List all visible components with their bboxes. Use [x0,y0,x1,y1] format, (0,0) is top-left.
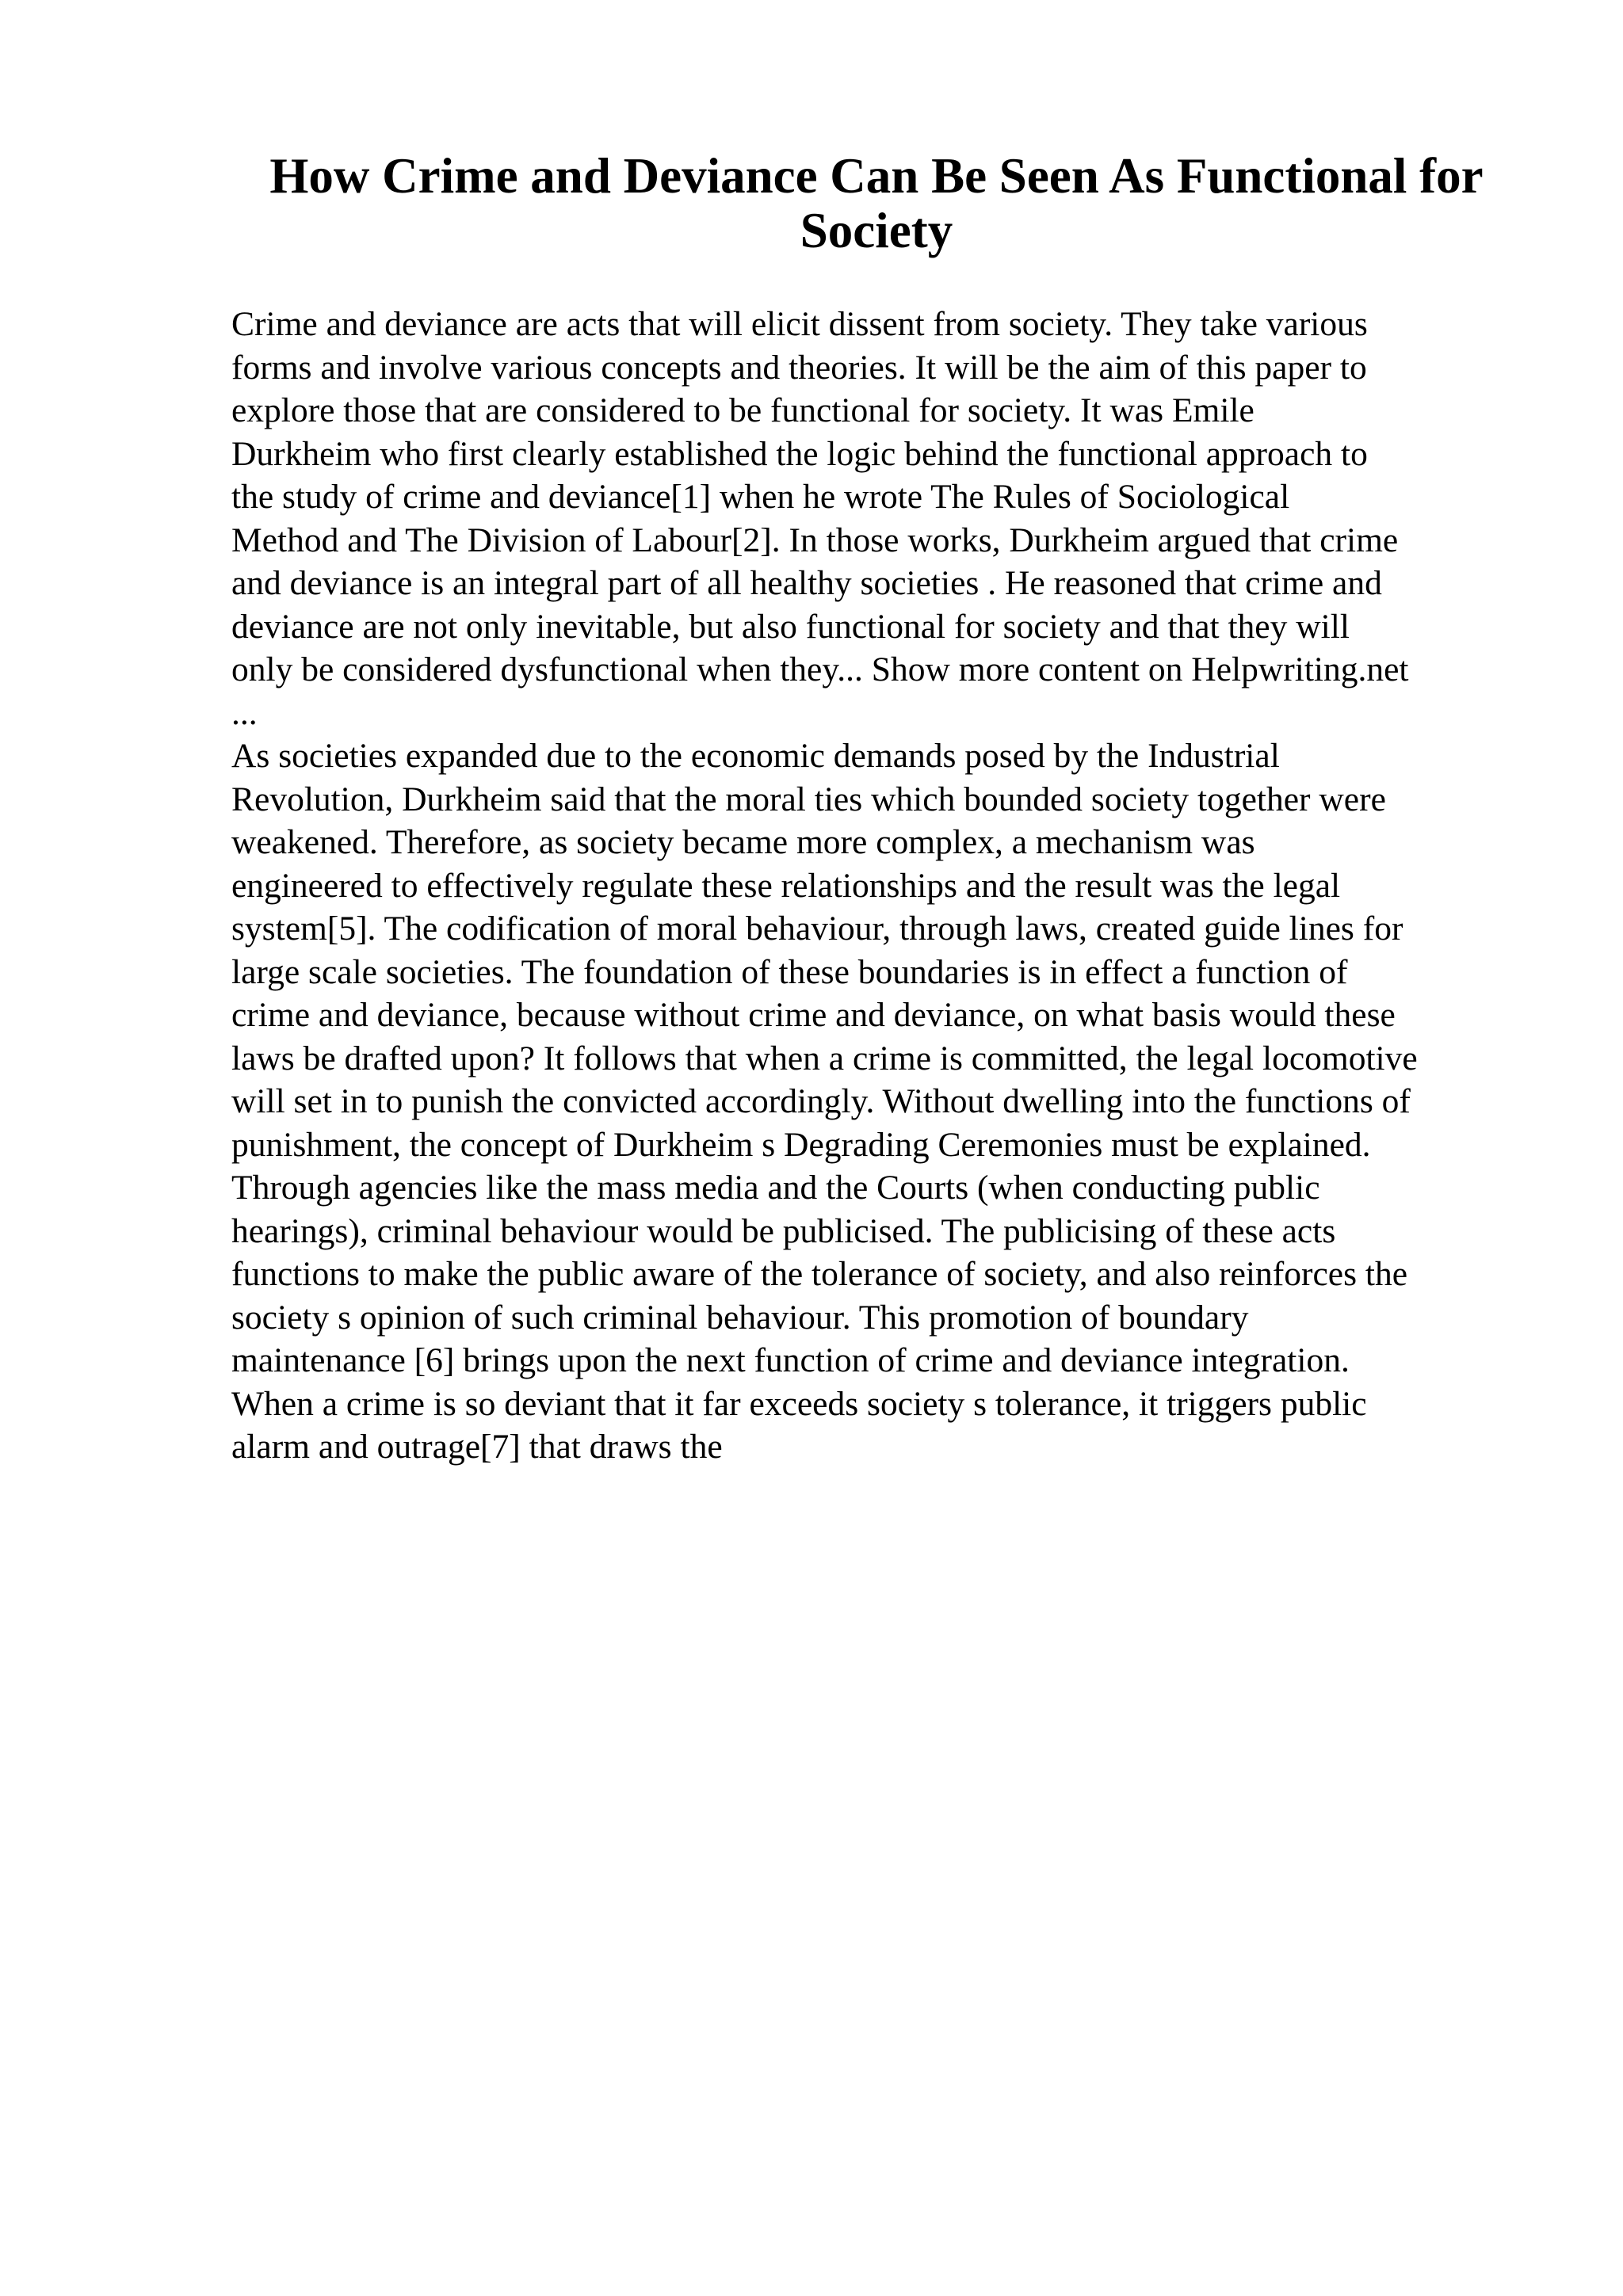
body-line: large scale societies. The foundation of these boundaries is in effect a function of [231,952,1348,991]
body-line: deviance are not only inevitable, but also functional for society and that they will [231,607,1350,646]
body-line: functions to make the public aware of the tolerance of society, and also reinforces the [231,1255,1408,1293]
body-line: maintenance [6] brings upon the next function of crime and deviance integration. [231,1341,1350,1379]
body-line: forms and involve various concepts and theories. It will be the aim of this paper to [231,348,1367,387]
body-line: Revolution, Durkheim said that the moral ties which bounded society together were [231,780,1386,818]
body-line: Durkheim who first clearly established the logic behind the functional approach to [231,434,1368,473]
body-line: Through agencies like the mass media and the Courts (when conducting public [231,1169,1320,1207]
body-line: system[5]. The codification of moral behaviour, through laws, created guide lines for [231,910,1403,948]
body-line: As societies expanded due to the economic demands posed by the Industrial [231,737,1280,775]
body-line: laws be drafted upon? It follows that when a crime is committed, the legal locomotive [231,1039,1418,1077]
title-line: How Crime and Deviance Can Be Seen As Functional for [269,148,1484,204]
body-line: Method and The Division of Labour[2]. In those works, Durkheim argued that crime [231,521,1399,559]
body-line: society s opinion of such criminal behaviour. This promotion of boundary [231,1298,1249,1337]
body-line: crime and deviance, because without crime and deviance, on what basis would these [231,996,1396,1034]
body-line: alarm and outrage[7] that draws the [231,1428,723,1466]
body-line: will set in to punish the convicted accordingly. Without dwelling into the functions of [231,1082,1411,1120]
body-line: hearings), criminal behaviour would be publicised. The publicising of these acts [231,1211,1336,1250]
title-line: Society [800,203,953,258]
body-line: When a crime is so deviant that it far exceeds society s tolerance, it triggers public [231,1384,1367,1423]
body-line: ... [231,693,258,732]
body-line: Crime and deviance are acts that will elicit dissent from society. They take various [231,305,1368,343]
document-body [231,303,1531,1469]
document-title [235,149,1518,258]
body-line: explore those that are considered to be functional for society. It was Emile [231,391,1254,429]
body-line: the study of crime and deviance[1] when he wrote The Rules of Sociological [231,478,1290,516]
body-line: engineered to effectively regulate these relationships and the result was the legal [231,866,1341,905]
body-line: punishment, the concept of Durkheim s Degrading Ceremonies must be explained. [231,1125,1371,1164]
body-line: only be considered dysfunctional when they... Show more content on Helpwriting.net [231,650,1409,688]
body-line: weakened. Therefore, as society became more complex, a mechanism was [231,823,1255,861]
body-line: and deviance is an integral part of all healthy societies . He reasoned that crime and [231,564,1382,602]
